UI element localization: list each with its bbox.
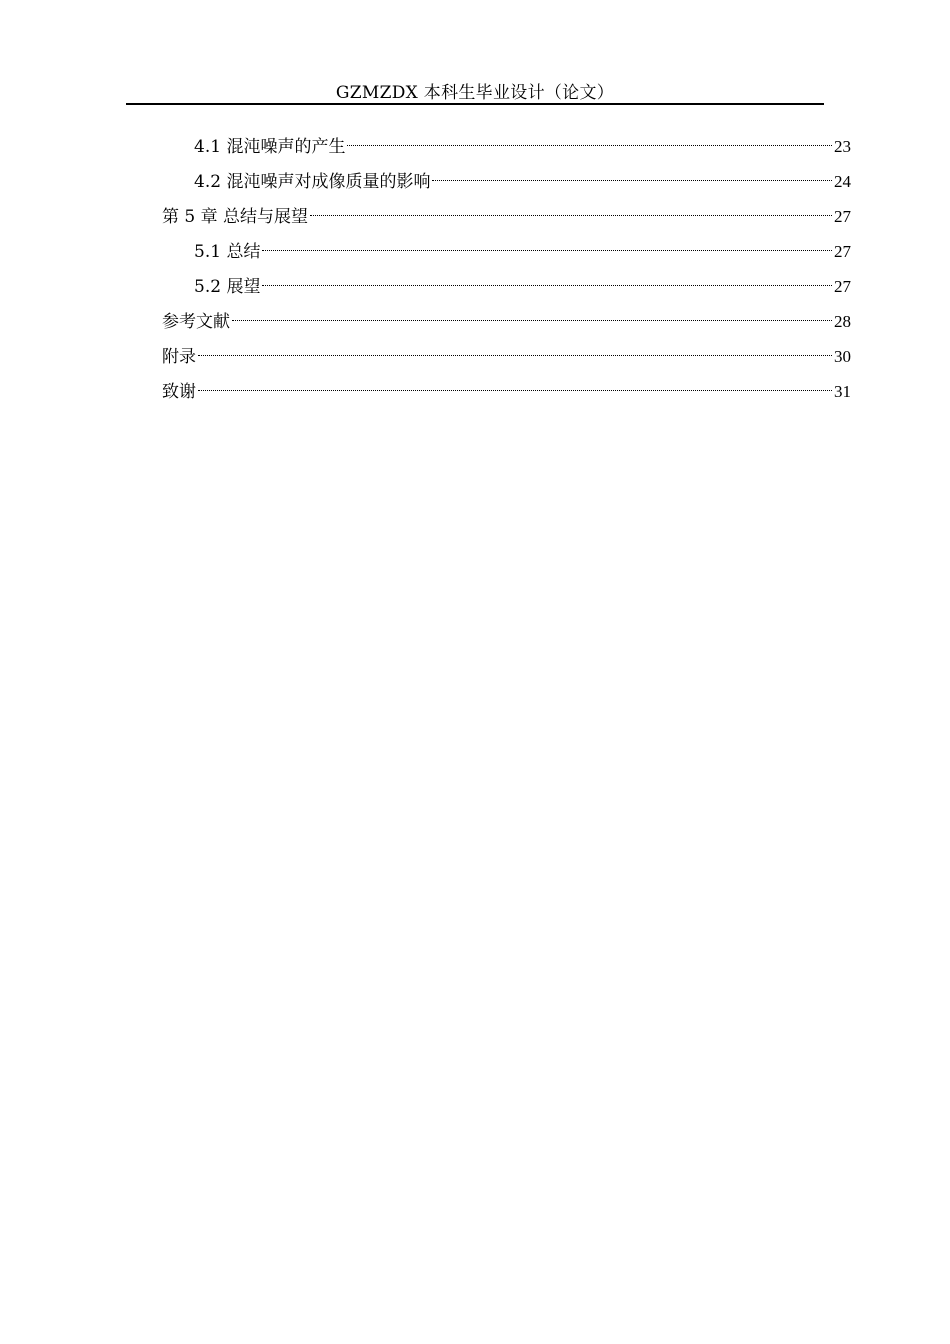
toc-entry[interactable] — [162, 234, 851, 269]
toc-dot-leader — [262, 285, 832, 286]
toc-entry-label: 5.1 总结 — [194, 242, 261, 262]
toc-entry[interactable] — [162, 269, 851, 304]
toc-page-number: 28 — [834, 312, 851, 331]
toc-entry-label: 4.1 混沌噪声的产生 — [194, 137, 346, 157]
toc-page-number: 27 — [834, 242, 851, 261]
toc-entry-label: 参考文献 — [162, 312, 230, 332]
toc-page-number: 27 — [834, 277, 851, 296]
table-of-contents — [162, 129, 851, 409]
toc-page-number: 23 — [834, 137, 851, 156]
toc-entry[interactable] — [162, 164, 851, 199]
toc-dot-leader — [232, 320, 832, 321]
toc-dot-leader — [198, 355, 832, 356]
toc-page-number: 27 — [834, 207, 851, 226]
toc-entry[interactable] — [162, 129, 851, 164]
toc-dot-leader — [262, 250, 832, 251]
toc-entry-label: 4.2 混沌噪声对成像质量的影响 — [194, 172, 431, 192]
toc-entry[interactable] — [162, 304, 851, 339]
header-divider — [126, 103, 824, 105]
page-header-title: GZMZDX 本科生毕业设计（论文） — [335, 83, 615, 103]
toc-page-number: 31 — [834, 382, 851, 401]
toc-entry[interactable] — [162, 339, 851, 374]
toc-entry-label: 5.2 展望 — [194, 277, 261, 297]
toc-dot-leader — [198, 390, 832, 391]
toc-dot-leader — [310, 215, 832, 216]
toc-entry-label: 第 5 章 总结与展望 — [162, 207, 309, 227]
toc-dot-leader — [432, 180, 832, 181]
toc-entry-label: 致谢 — [162, 382, 196, 402]
toc-dot-leader — [347, 145, 832, 146]
toc-page-number: 30 — [834, 347, 851, 366]
toc-entry[interactable] — [162, 199, 851, 234]
toc-page-number: 24 — [834, 172, 851, 191]
toc-entry-label: 附录 — [162, 347, 196, 367]
toc-entry[interactable] — [162, 374, 851, 409]
